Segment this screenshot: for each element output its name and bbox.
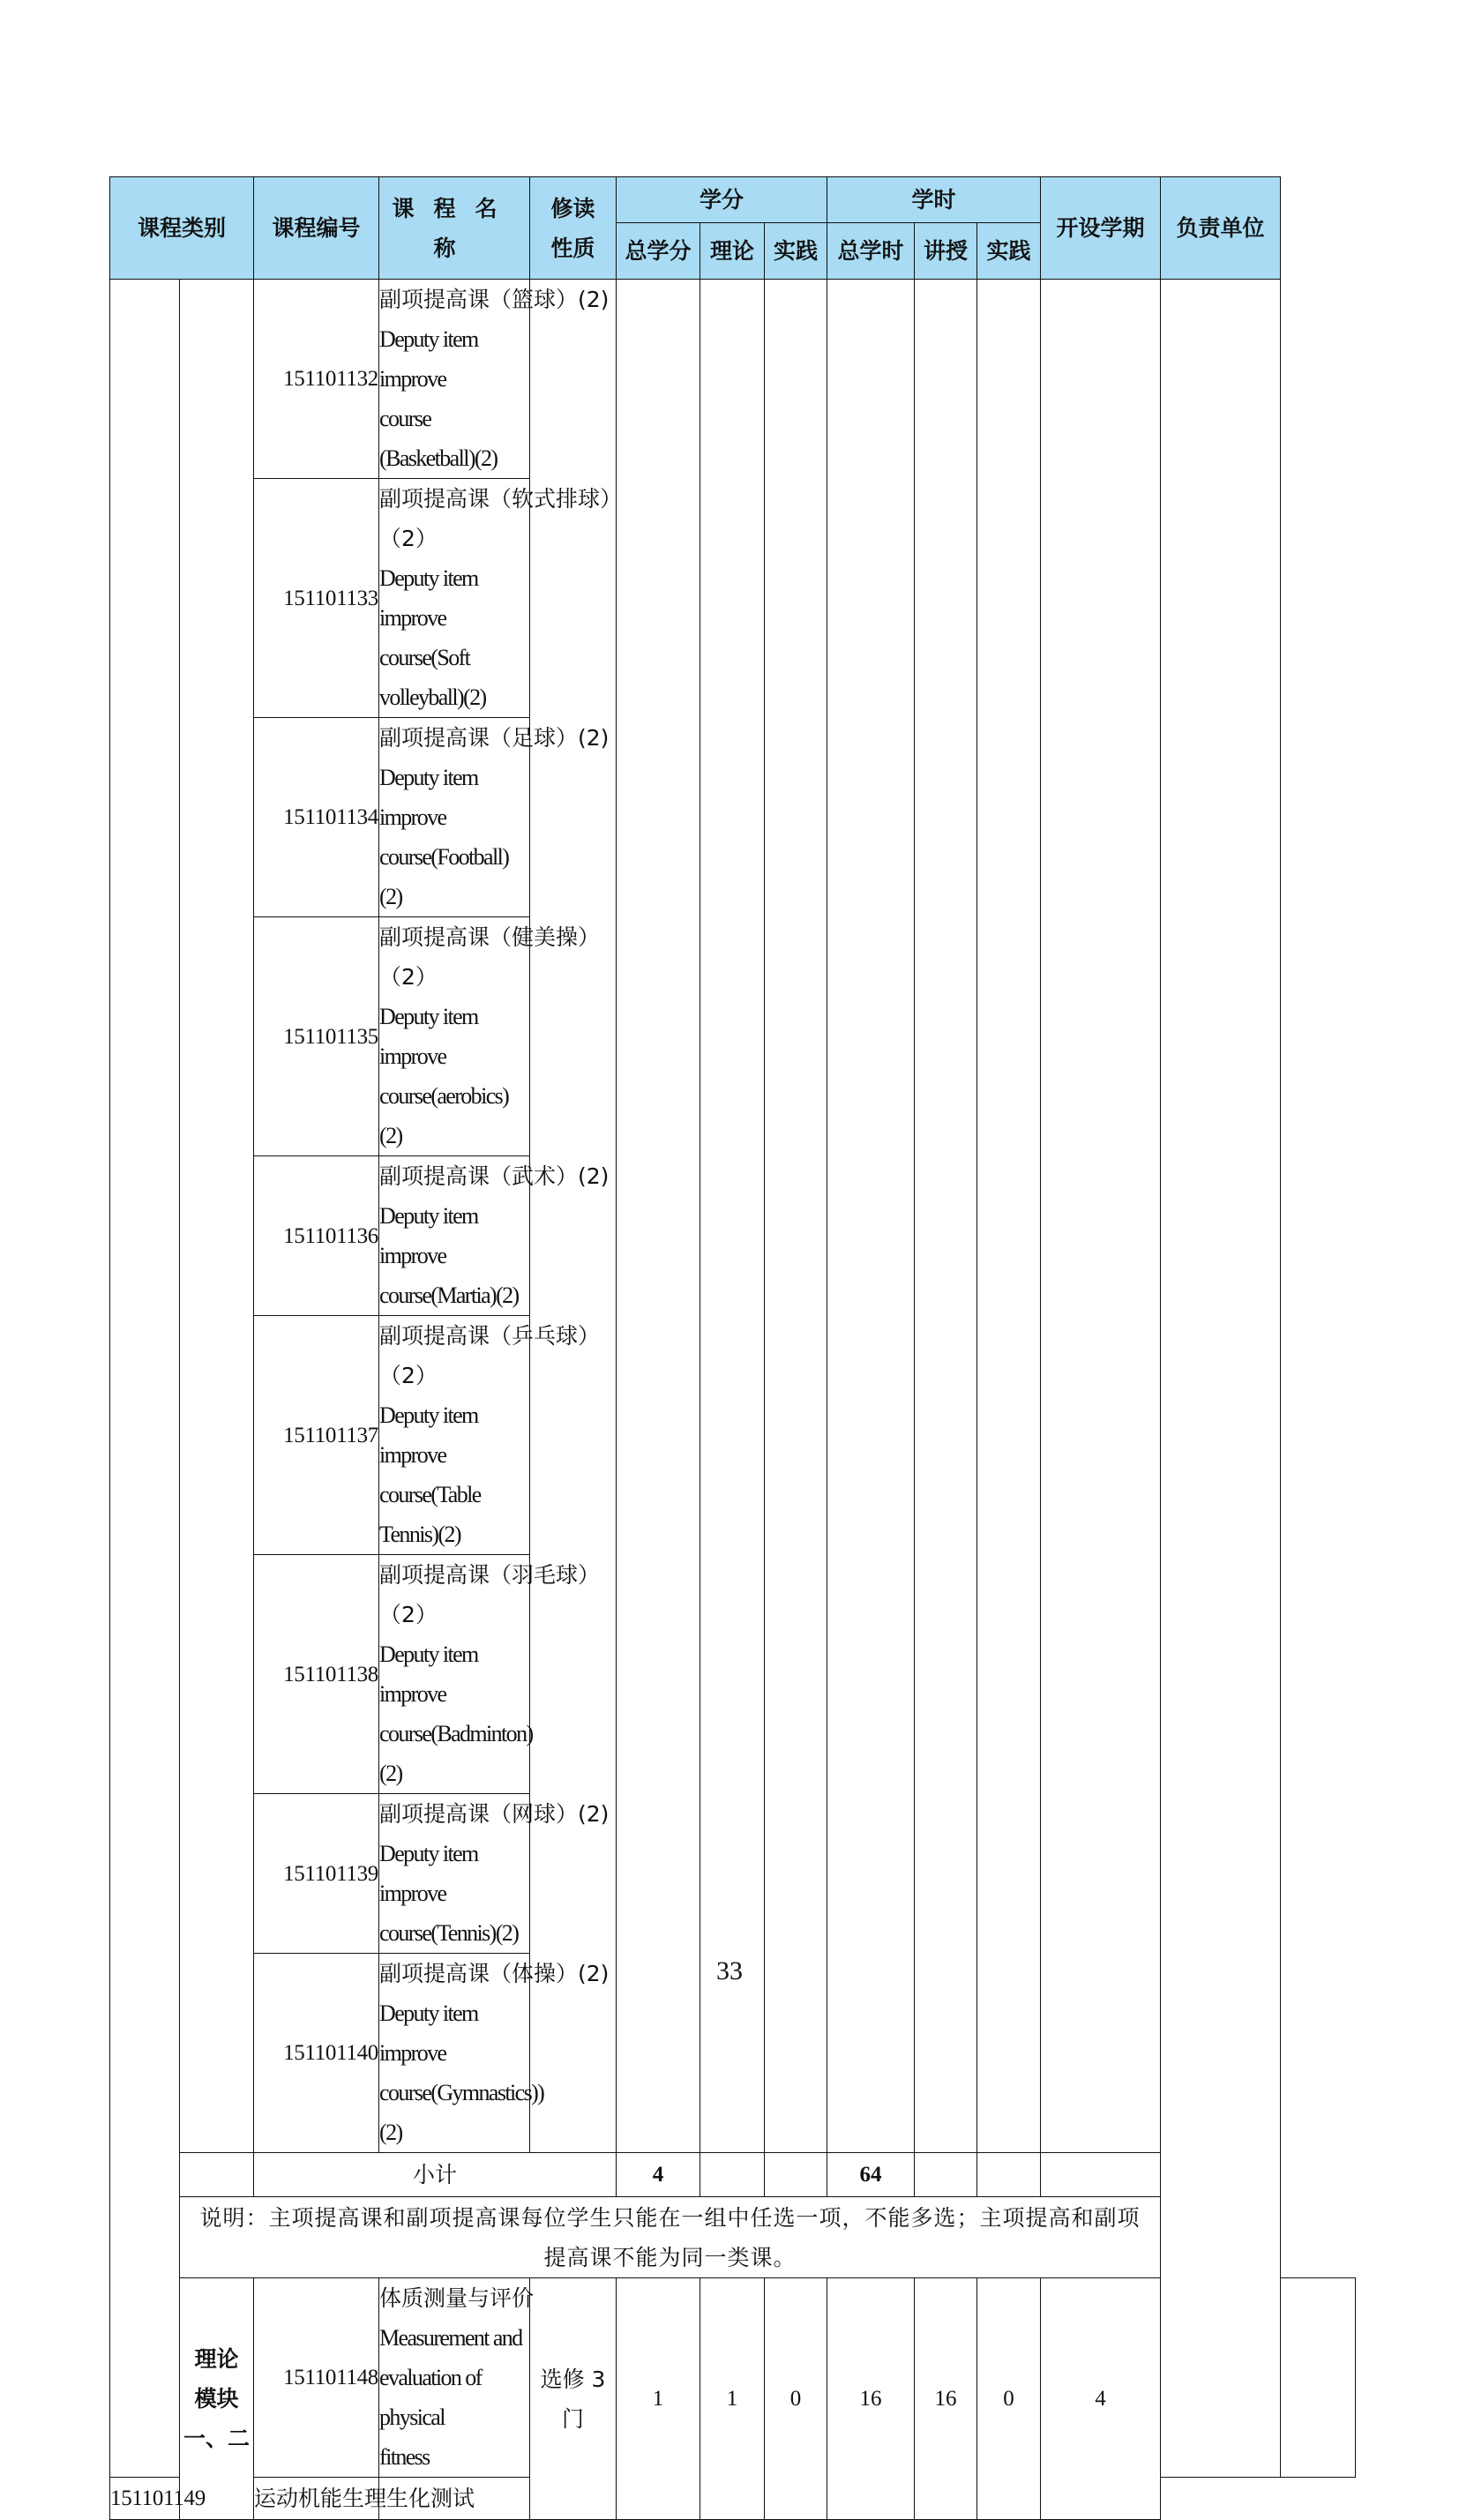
course-name-zh: 副项提高课（篮球）(2) xyxy=(379,287,610,312)
course-code: 151101137 xyxy=(254,1316,379,1555)
course-name xyxy=(379,917,601,1156)
course-name-en: course(Badminton)(2) xyxy=(379,1721,533,1786)
header-credit-theory: 理论 xyxy=(700,223,765,280)
semester-cell xyxy=(1041,280,1161,2153)
credit-total-cell xyxy=(617,280,700,2153)
course-name-zh: （2） xyxy=(379,526,438,551)
course-name-zh: （2） xyxy=(379,1602,438,1627)
unit-cell xyxy=(379,2478,530,2520)
course-name-en: course(aerobics)(2) xyxy=(379,1083,509,1148)
course-name xyxy=(254,2478,475,2520)
course-name-en: Deputy item improve xyxy=(379,765,478,830)
hour-lecture: 16 xyxy=(915,2278,977,2520)
course-code: 151101148 xyxy=(254,2278,379,2478)
course-name-en: evaluation of physical xyxy=(379,2365,482,2430)
course-name-en: Deputy item improve xyxy=(379,1841,478,1906)
table-body xyxy=(110,280,1356,2520)
hour-total-cell xyxy=(827,280,915,2153)
credit-theory-cell xyxy=(700,280,765,2153)
course-name-en: fitness xyxy=(379,2444,430,2470)
header-name: 课程名称 xyxy=(379,177,530,280)
hour-total: 16 xyxy=(827,2278,915,2520)
course-name-en: Deputy item improve xyxy=(379,1203,478,1268)
course-name-en: course (Basketball)(2) xyxy=(379,406,498,471)
course-name-zh: 副项提高课（武术）(2) xyxy=(379,1163,610,1189)
course-name-zh: 副项提高课（软式排球） xyxy=(379,486,623,512)
note-line-1: 说明：主项提高课和副项提高课每位学生只能在一组中任选一项，不能多选；主项提高和副项 xyxy=(199,2204,1141,2231)
module-label-line: 理论 xyxy=(194,2346,239,2372)
course-name xyxy=(379,1555,601,1794)
course-name xyxy=(379,1156,610,1316)
course-code: 151101140 xyxy=(254,1954,379,2153)
course-name-zh: （2） xyxy=(379,964,438,990)
course-name-en: Deputy item improve xyxy=(379,326,478,392)
header-credit-practice: 实践 xyxy=(765,223,827,280)
course-name xyxy=(379,718,610,917)
course-name xyxy=(379,1316,601,1555)
course-name-zh: 副项提高课（足球）(2) xyxy=(379,725,610,751)
study-type-line: 选修 3 xyxy=(540,2366,606,2392)
empty-cell xyxy=(765,2153,827,2197)
course-name-en: course(Table Tennis)(2) xyxy=(379,1482,481,1547)
credit-total: 1 xyxy=(617,2278,700,2520)
course-name-zh: 副项提高课（乒乓球） xyxy=(379,1323,601,1349)
credit-practice: 0 xyxy=(765,2278,827,2520)
curriculum-table xyxy=(109,176,1356,2520)
note-line-2: 提高课不能为同一类课。 xyxy=(543,2244,797,2270)
course-code: 151101136 xyxy=(254,1156,379,1316)
course-code: 151101134 xyxy=(254,718,379,917)
study-type-cell xyxy=(530,280,617,2153)
course-name-en: Deputy item improve xyxy=(379,1004,478,1069)
module-label-line: 一、二 xyxy=(183,2426,251,2451)
course-name xyxy=(379,1794,610,1954)
header-unit: 负责单位 xyxy=(1161,177,1281,280)
semester: 4 xyxy=(1041,2278,1161,2520)
module-label-line: 模块 xyxy=(194,2386,239,2412)
course-code: 151101133 xyxy=(254,479,379,718)
header-hour-practice: 实践 xyxy=(977,223,1041,280)
unit-cell xyxy=(1281,2278,1356,2478)
course-name-zh: 运动机能生理生化测试 xyxy=(254,2486,475,2511)
course-name-en: course(Soft volleyball)(2) xyxy=(379,645,486,710)
course-name-en: Deputy item improve xyxy=(379,2000,478,2066)
unit-cell xyxy=(1161,280,1281,2478)
module-label xyxy=(180,2278,254,2520)
page-number: 33 xyxy=(716,1956,743,1985)
header-study-type-line1: 修读 xyxy=(550,195,595,221)
course-name xyxy=(379,2278,535,2478)
hour-practice-cell xyxy=(977,280,1041,2153)
header-credits: 学分 xyxy=(617,177,827,223)
study-type-elective xyxy=(530,2278,617,2520)
hour-lecture-cell xyxy=(915,280,977,2153)
course-code: 151101149 xyxy=(110,2478,180,2520)
empty-cell xyxy=(700,2153,765,2197)
header-code: 课程编号 xyxy=(254,177,379,280)
subtotal-label: 小计 xyxy=(254,2153,617,2197)
course-code: 151101138 xyxy=(254,1555,379,1794)
empty-cell xyxy=(977,2153,1041,2197)
credit-practice-cell xyxy=(765,280,827,2153)
course-name-zh: （2） xyxy=(379,1363,438,1388)
table-row xyxy=(110,280,1356,479)
course-name-en: Deputy item improve xyxy=(379,1641,478,1707)
empty-cell xyxy=(1041,2153,1161,2197)
course-name-en: course(Martia)(2) xyxy=(379,1282,519,1308)
header-hour-lecture: 讲授 xyxy=(915,223,977,280)
course-name-zh: 体质测量与评价 xyxy=(379,2285,535,2311)
course-name-zh: 副项提高课（网球）(2) xyxy=(379,1801,610,1827)
course-code: 151101132 xyxy=(254,280,379,479)
course-name xyxy=(379,280,610,479)
header-hours: 学时 xyxy=(827,177,1041,223)
course-name-zh: 副项提高课（健美操） xyxy=(379,924,601,950)
study-type-line: 门 xyxy=(562,2405,585,2432)
subtotal-hour-total: 64 xyxy=(827,2153,915,2197)
course-name-en: Deputy item improve xyxy=(379,565,478,631)
course-name-en: course(Gymnastics))(2) xyxy=(379,2080,544,2145)
course-name-zh: 副项提高课（体操）(2) xyxy=(379,1961,610,1986)
header-category: 课程类别 xyxy=(110,177,254,280)
course-code: 151101135 xyxy=(254,917,379,1156)
note-text xyxy=(180,2197,1161,2278)
header-study-type xyxy=(530,177,617,280)
table-header xyxy=(110,177,1356,280)
credit-theory: 1 xyxy=(700,2278,765,2520)
course-name-en: Deputy item improve xyxy=(379,1402,478,1468)
hour-practice: 0 xyxy=(977,2278,1041,2520)
subtotal-credit-total: 4 xyxy=(617,2153,700,2197)
empty-cell xyxy=(180,2153,254,2197)
category-outer-cell xyxy=(110,280,180,2478)
category-inner-cell xyxy=(180,280,254,2153)
header-study-type-line2: 性质 xyxy=(550,235,595,261)
course-name-en: course(Football)(2) xyxy=(379,844,509,909)
header-semester: 开设学期 xyxy=(1041,177,1161,280)
course-name-zh: 副项提高课（羽毛球） xyxy=(379,1562,601,1588)
empty-cell xyxy=(915,2153,977,2197)
course-code: 151101139 xyxy=(254,1794,379,1954)
course-name-en: course(Tennis)(2) xyxy=(379,1920,519,1946)
course-name xyxy=(379,479,623,718)
header-credit-total: 总学分 xyxy=(617,223,700,280)
course-name-en: Measurement and xyxy=(379,2325,522,2351)
header-hour-total: 总学时 xyxy=(827,223,915,280)
